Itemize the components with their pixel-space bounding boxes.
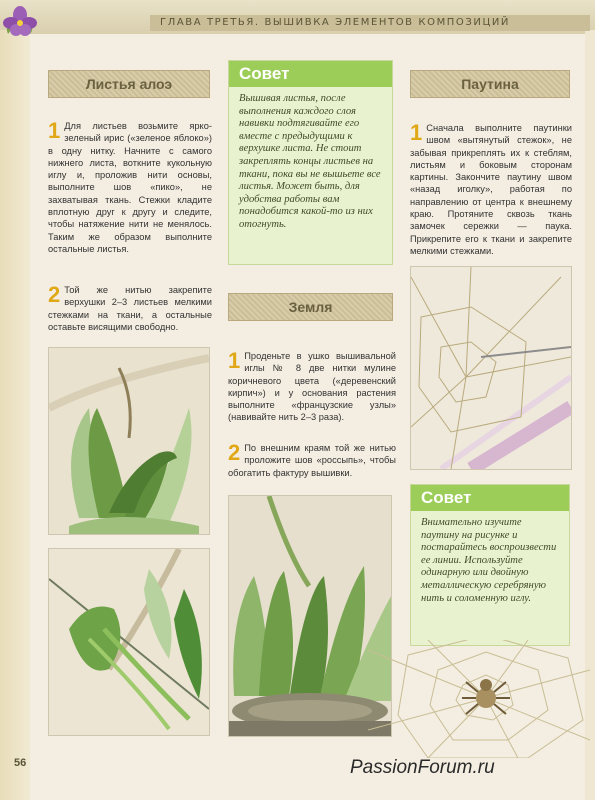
photo-aloe-leaf-closeup [48, 548, 210, 736]
step-text: По внешним краям той же нитью проложите шов «россыпь», чтобы обогатить фактуру вышивки. [228, 443, 396, 478]
aloe-step-2 [48, 284, 212, 333]
aloe-step-1 [48, 120, 212, 255]
photo-web-stitching [410, 266, 572, 470]
step-text: Той же нитью закрепите верхушки 2–3 листьев мелкими стежками на ткани, а остальные оставьте висящими свободно. [48, 285, 212, 332]
watermark: PassionForum.ru [350, 757, 495, 778]
earth-step-2 [228, 442, 396, 479]
photo-spider-web [368, 640, 590, 758]
section-title-earth: Земля [228, 293, 393, 321]
spider-icon [462, 679, 510, 714]
step-number: 1 [410, 120, 423, 145]
section-title-web: Паутина [410, 70, 570, 98]
step-text: Проденьте в ушко вышивальной иглы № 8 две нитки мулине коричневого цвета («деревенский кирпич») и у основания растения выполните «французские узлы» (навивайте нить 2–3 раза). [228, 351, 396, 423]
advice-title: Совет [411, 485, 569, 511]
step-number: 2 [48, 282, 61, 307]
advice-box-leaves [228, 60, 393, 265]
photo-aloe-leaves [48, 347, 210, 535]
step-number: 2 [228, 440, 241, 465]
web-step-1 [410, 122, 572, 257]
chapter-title: ГЛАВА ТРЕТЬЯ. ВЫШИВКА ЭЛЕМЕНТОВ КОМПОЗИЦИЙ [150, 15, 590, 31]
section-title-aloe: Листья алоэ [48, 70, 210, 98]
advice-text: Внимательно изучите паутину на рисунке и постарайтесь воспроизвести ее линии. Используйте одинарную или двойную металлическую серебряную нить и соломенную иглу. [421, 517, 557, 604]
step-number: 1 [48, 118, 61, 143]
page-number: 56 [14, 757, 27, 769]
step-text: Для листьев возьмите ярко-зеленый ирис («зеленое яблоко») в одну нитку. Начните с самого нижнего листа, воткните кукольную иглу и, проложив нити основы, выполните шов «пико», не захватывая ткань. Стежки кладите вплотную друг к другу и следите, чтобы натяжение нити не менялось. Таким же образом выполните остальные листья. [48, 121, 212, 254]
advice-box-web [410, 484, 570, 646]
advice-title: Совет [229, 61, 392, 87]
step-number: 1 [228, 348, 241, 373]
violet-flower-icon [0, 4, 40, 44]
earth-step-1 [228, 350, 396, 424]
advice-text: Вышивая листья, после выполнения каждого слоя навивки подтягивайте его вместе с предыдущими к верхушке листа. Не стоит закреплять концы листьев на ткани, пока вы не вышьете все листья. Может быть, для удобства работы вам понадобится какой-то из них отогнуть. [239, 93, 381, 230]
step-text: Сначала выполните паутинки швом «вытянутый стежок», не забывая прикреплять их к стеблям, листьям и боковым сторонам картины. Закончите паутину швом «назад иголку», работая по направлению от центра к внешнему краю. Протяните сквозь ткань замочек сережки — паука. Прикрепите его к ткани и закрепите мелкими стежками. [410, 123, 572, 256]
left-decorative-strip [0, 30, 30, 800]
